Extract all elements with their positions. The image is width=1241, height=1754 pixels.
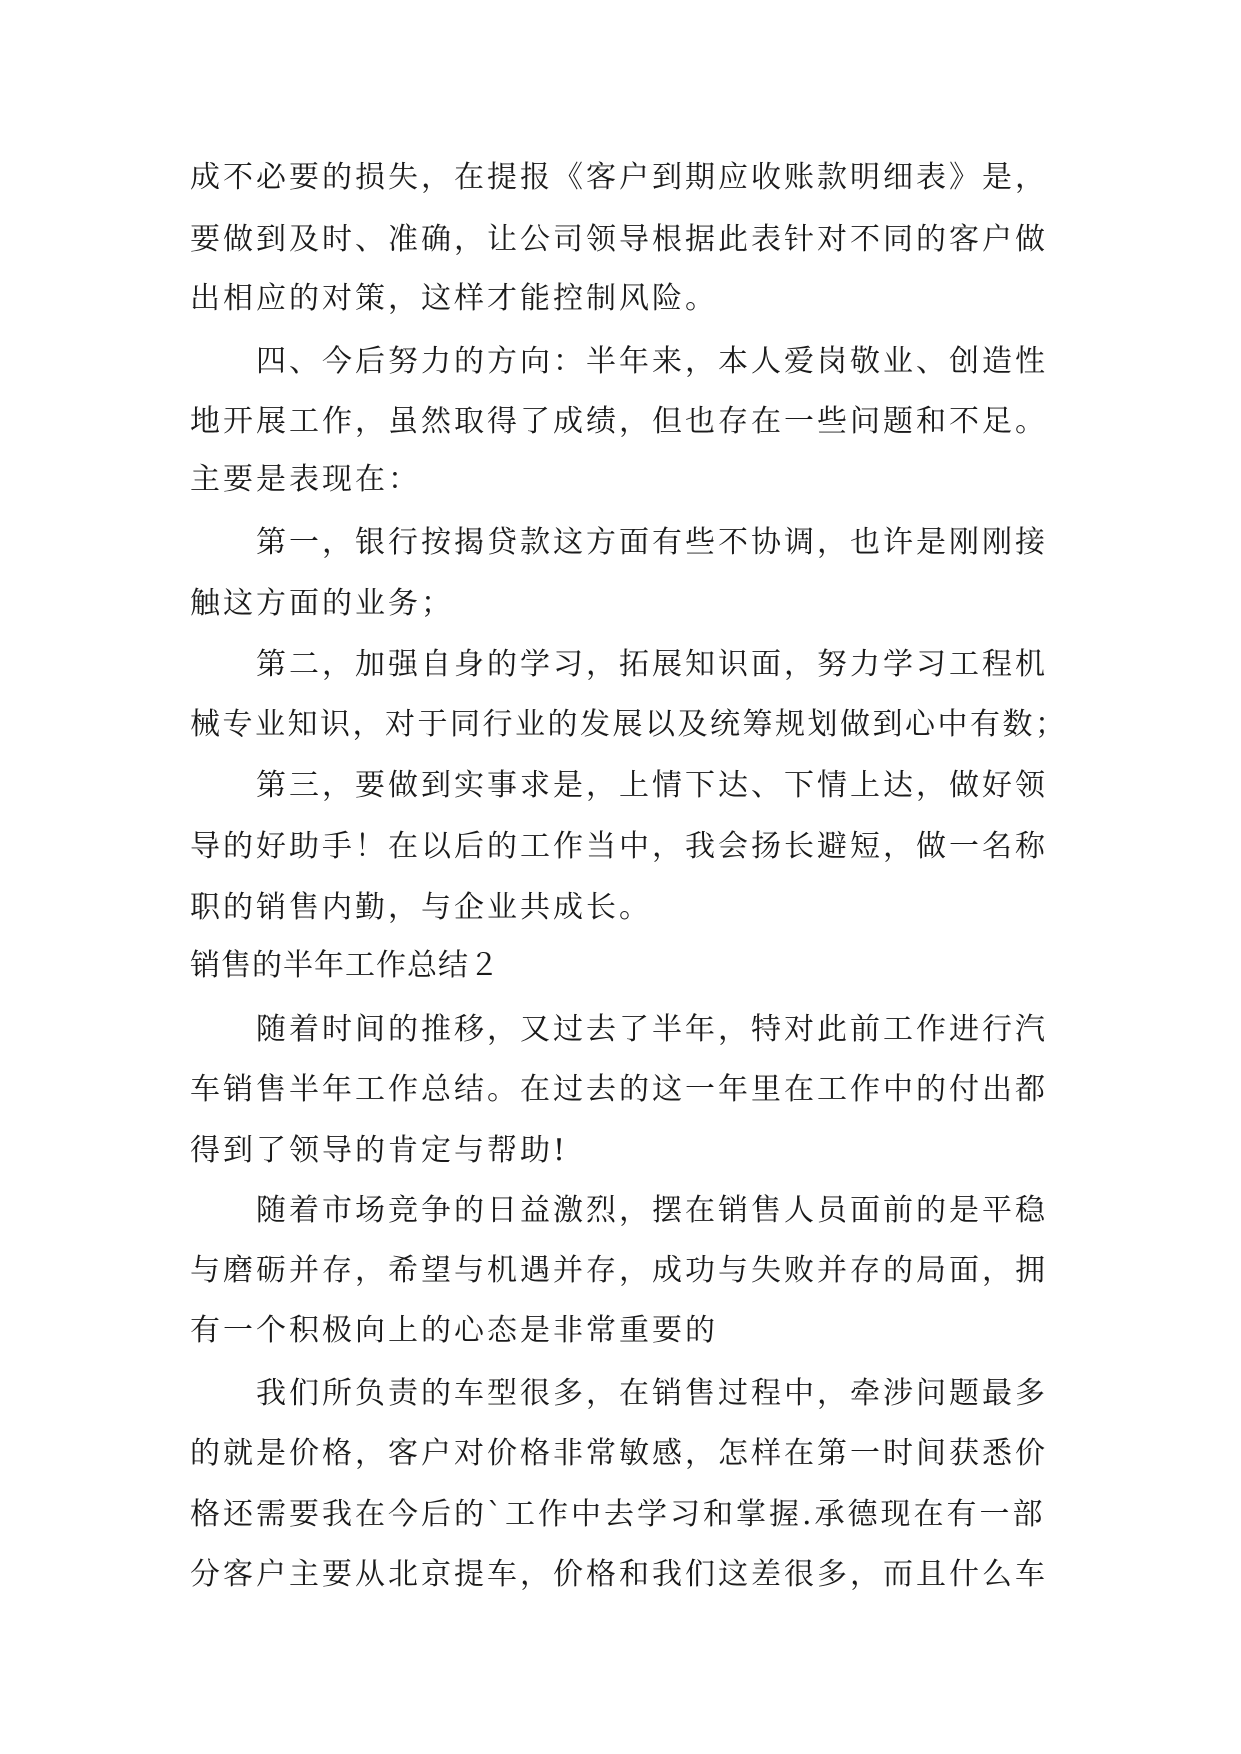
paragraph-line: 有一个积极向上的心态是非常重要的 [190,1313,718,1348]
paragraph-line: 地开展工作，虽然取得了成绩，但也存在一些问题和不足。 [190,404,1048,439]
paragraph-line: 随着市场竞争的日益激烈，摆在销售人员面前的是平稳 [256,1193,1048,1228]
paragraph-line: 触这方面的业务； [190,586,454,621]
paragraph-line: 的就是价格，客户对价格非常敏感，怎样在第一时间获悉价 [190,1436,1048,1471]
paragraph-line: 械专业知识，对于同行业的发展以及统筹规划做到心中有数； [190,707,1068,742]
paragraph-line: 第三，要做到实事求是，上情下达、下情上达，做好领 [256,768,1048,803]
paragraph-line: 四、今后努力的方向：半年来，本人爱岗敬业、创造性 [256,344,1048,379]
paragraph-line: 第二，加强自身的学习，拓展知识面，努力学习工程机 [256,647,1048,682]
paragraph-line: 得到了领导的肯定与帮助! [190,1133,569,1168]
paragraph-line: 要做到及时、准确，让公司领导根据此表针对不同的客户做 [190,222,1048,257]
paragraph-line: 格还需要我在今后的`工作中去学习和掌握.承德现在有一部 [190,1497,1046,1532]
paragraph-line: 分客户主要从北京提车，价格和我们这差很多，而且什么车 [190,1557,1048,1592]
paragraph-line: 职的销售内勤，与企业共成长。 [190,890,652,925]
paragraph-line: 我们所负责的车型很多，在销售过程中，牵涉问题最多 [256,1376,1048,1411]
paragraph-line: 随着时间的推移，又过去了半年，特对此前工作进行汽 [256,1012,1048,1047]
paragraph-line: 成不必要的损失，在提报《客户到期应收账款明细表》是， [190,160,1048,195]
paragraph-line: 导的好助手！在以后的工作当中，我会扬长避短，做一名称 [190,829,1048,864]
paragraph-line: 主要是表现在： [190,462,421,497]
paragraph-line: 出相应的对策，这样才能控制风险。 [190,281,718,316]
section-heading: 销售的半年工作总结２ [190,948,500,983]
paragraph-line: 与磨砺并存，希望与机遇并存，成功与失败并存的局面，拥 [190,1253,1048,1288]
paragraph-line: 车销售半年工作总结。在过去的这一年里在工作中的付出都 [190,1072,1048,1107]
paragraph-line: 第一，银行按揭贷款这方面有些不协调，也许是刚刚接 [256,525,1048,560]
